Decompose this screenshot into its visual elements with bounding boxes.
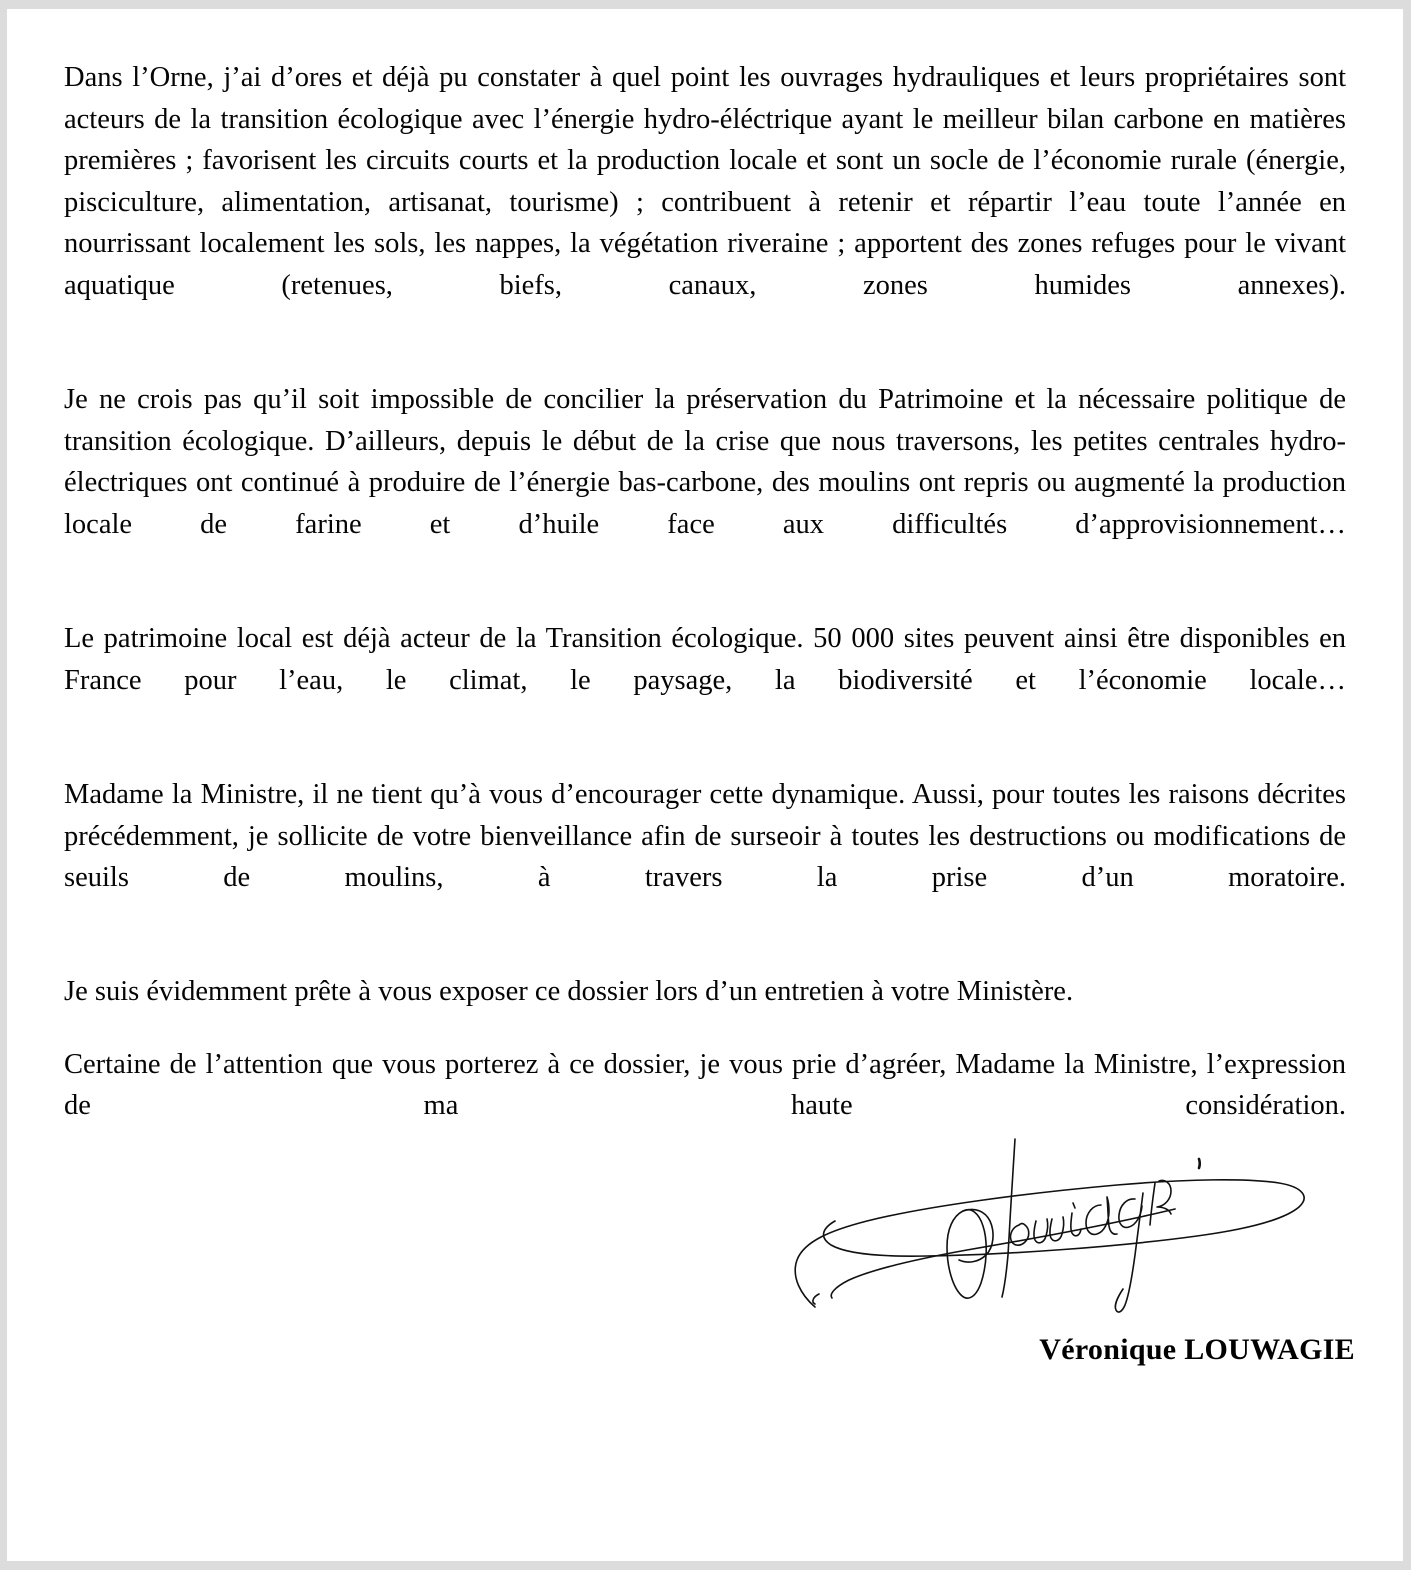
paragraph-1: Dans l’Orne, j’ai d’ores et déjà pu constater à quel point les ouvrages hydrauliques et leurs propriétaires sont acteurs de la transition écologique avec l’énergie hydro-éléctrique ayant le meilleur bilan carbone en matières premières ; favorisent les circuits courts et la production locale et sont un socle de l’économie rurale (énergie, pisciculture, alimentation, artisanat, tourisme) ; contribuent à retenir et répartir l’eau toute l’année en nourrissant localement les sols, les nappes, la végétation riveraine ; apportent des zones refuges pour le vivant aquatique (retenues, biefs, canaux, zones humides annexes).: [64, 62, 1346, 301]
signature-block: [787, 1137, 1367, 1407]
paragraph-2: Je ne crois pas qu’il soit impossible de concilier la préservation du Patrimoine et la nécessaire politique de transition écologique. D’ailleurs, depuis le début de la crise que nous traversons, les petites centrales hydro-électriques ont continué à produire de l’énergie bas-carbone, des moulins ont repris ou augmenté la production locale de farine et d’huile face aux difficultés d’approvisionnement…: [64, 384, 1346, 540]
paragraph-4: Madame la Ministre, il ne tient qu’à vous d’encourager cette dynamique. Aussi, pour toutes les raisons décrites précédemment, je sollicite de votre bienveillance afin de surseoir à toutes les destructions ou modifications de seuils de moulins, à travers la prise d’un moratoire.: [64, 778, 1346, 894]
paragraph-6: Certaine de l’attention que vous porterez à ce dossier, je vous prie d’agréer, Madame la Ministre, l’expression de ma haute considération.: [64, 1048, 1346, 1122]
paragraph-3: Le patrimoine local est déjà acteur de la Transition écologique. 50 000 sites peuvent ainsi être disponibles en France pour l’eau, le climat, le paysage, la biodiversité et l’économie locale…: [64, 623, 1346, 696]
page-sheet: [7, 9, 1403, 1561]
paragraph-5: Je suis évidemment prête à vous exposer ce dossier lors d’un entretien à votre Ministère.: [64, 976, 1074, 1008]
letter-body: [64, 57, 1346, 1169]
signer-name: Véronique LOUWAGIE: [1039, 1333, 1355, 1366]
handwritten-signature-icon: [787, 1137, 1327, 1332]
